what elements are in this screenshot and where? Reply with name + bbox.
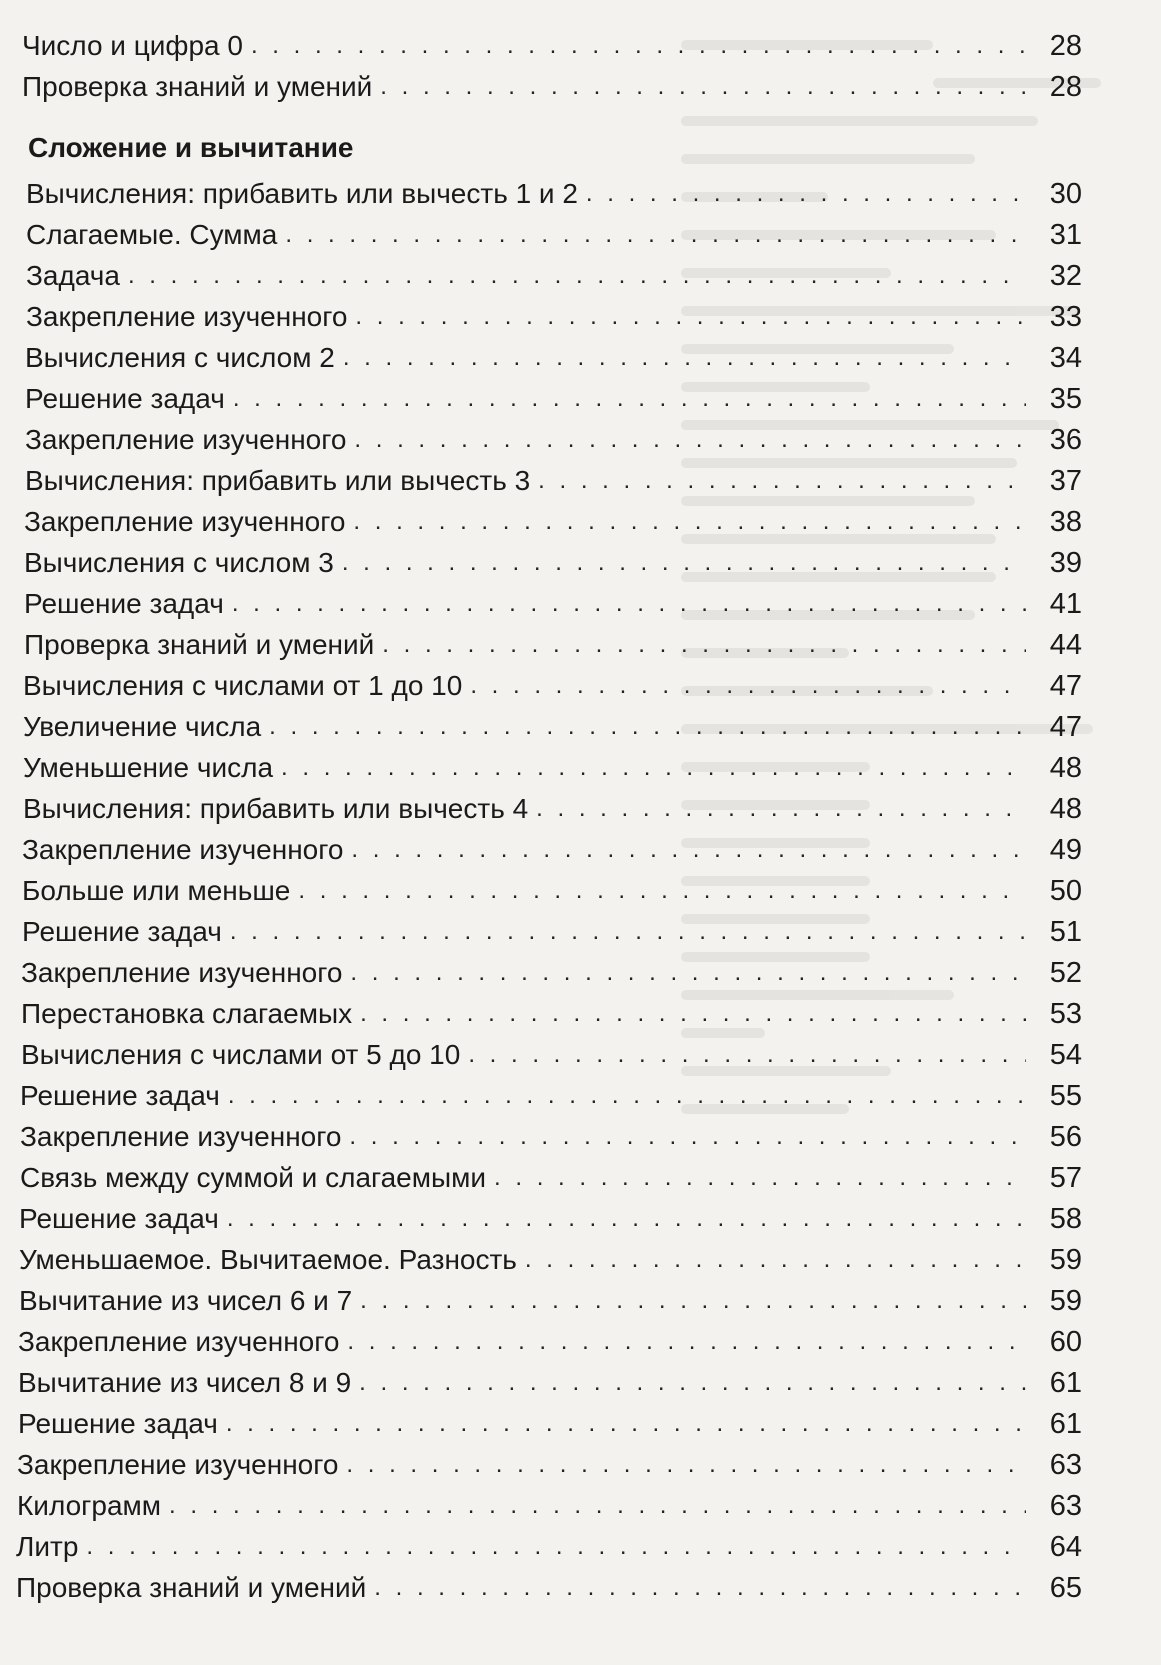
toc-entry-page: 35 (1049, 383, 1082, 415)
dot-leader (343, 343, 1026, 375)
toc-entry-page: 64 (1049, 1531, 1082, 1563)
toc-entry-title: Литр (16, 1531, 79, 1562)
dot-leader (468, 1040, 1026, 1072)
toc-entry-title: Закрепление изученного (26, 301, 348, 332)
dot-leader (298, 876, 1026, 908)
toc-entry-page: 61 (1049, 1408, 1082, 1440)
toc-entry-title: Вычисления с числом 3 (24, 547, 334, 578)
dot-leader (233, 384, 1026, 416)
toc-entry[interactable] (22, 22, 1082, 63)
toc-entry-page: 39 (1049, 547, 1082, 579)
toc-entry[interactable] (22, 908, 1082, 949)
toc-entry-page: 58 (1049, 1203, 1082, 1235)
toc-entry-title: Закрепление изученного (20, 1121, 342, 1152)
toc-entry-page: 59 (1049, 1285, 1082, 1317)
toc-entry-page: 63 (1049, 1490, 1082, 1522)
toc-entry-title: Вычитание из чисел 6 и 7 (19, 1285, 353, 1316)
dot-leader (586, 179, 1026, 211)
toc-entry-page: 37 (1049, 465, 1082, 497)
toc-entry-title: Вычисления с числами от 1 до 10 (23, 670, 463, 701)
dot-leader (374, 1573, 1026, 1605)
toc-entry-page: 53 (1049, 998, 1082, 1030)
toc-entry-page: 47 (1049, 711, 1082, 743)
toc-entry-title: Решение задач (25, 383, 225, 414)
toc-entry-page: 33 (1049, 301, 1082, 333)
dot-leader (86, 1532, 1026, 1564)
toc-entry-title: Уменьшаемое. Вычитаемое. Разность (19, 1244, 517, 1275)
toc-entry[interactable] (23, 703, 1082, 744)
toc-entry-page: 61 (1049, 1367, 1082, 1399)
toc-entry-page: 30 (1049, 178, 1082, 210)
toc-entry[interactable] (19, 1195, 1082, 1236)
section-entries (16, 170, 1082, 1605)
toc-entry-title: Вычисления: прибавить или вычесть 4 (23, 793, 529, 824)
toc-entry-page: 50 (1049, 875, 1082, 907)
toc-entry[interactable] (19, 1236, 1082, 1277)
toc-entry[interactable] (22, 63, 1082, 104)
toc-entry-page: 28 (1049, 71, 1082, 103)
toc-entry-page: 28 (1049, 30, 1082, 62)
toc-entry-title: Закрепление изученного (25, 424, 347, 455)
toc-entry-title: Увеличение числа (23, 711, 262, 742)
toc-entry[interactable] (20, 1072, 1082, 1113)
dot-leader (226, 1409, 1026, 1441)
toc-entry-title: Килограмм (17, 1490, 162, 1521)
toc-entry-title: Перестановка слагаемых (21, 998, 353, 1029)
toc-entry[interactable] (19, 1277, 1082, 1318)
toc-entry-title: Закрепление изученного (24, 506, 346, 537)
toc-entry-page: 55 (1049, 1080, 1082, 1112)
toc-entry[interactable] (22, 867, 1082, 908)
toc-entry[interactable] (26, 293, 1082, 334)
dot-leader (351, 835, 1026, 867)
toc-entry[interactable] (20, 1113, 1082, 1154)
toc-entry-title: Вычисления с числом 2 (25, 342, 335, 373)
dot-leader (470, 671, 1026, 703)
toc-entry[interactable] (24, 539, 1082, 580)
toc-entry-page: 49 (1049, 834, 1082, 866)
toc-entry-title: Закрепление изученного (18, 1326, 340, 1357)
toc-entry[interactable] (17, 1482, 1082, 1523)
toc-entry-page: 36 (1049, 424, 1082, 456)
toc-entry-page: 51 (1049, 916, 1082, 948)
dot-leader (538, 466, 1026, 498)
toc-entry-title: Проверка знаний и умений (24, 629, 375, 660)
table-of-contents (16, 22, 1082, 1605)
toc-entry[interactable] (25, 416, 1082, 457)
dot-leader (128, 261, 1026, 293)
toc-entry-page: 38 (1049, 506, 1082, 538)
toc-entry-title: Число и цифра 0 (22, 30, 243, 61)
dot-leader (359, 1368, 1026, 1400)
toc-entry-title: Закрепление изученного (21, 957, 343, 988)
toc-entry[interactable] (18, 1359, 1082, 1400)
dot-leader (536, 794, 1026, 826)
dot-leader (349, 1122, 1026, 1154)
toc-entry-title: Связь между суммой и слагаемыми (20, 1162, 487, 1193)
toc-entry-page: 65 (1049, 1572, 1082, 1604)
toc-entry-page: 63 (1049, 1449, 1082, 1481)
dot-leader (169, 1491, 1026, 1523)
dot-leader (347, 1327, 1026, 1359)
toc-entry-page: 56 (1049, 1121, 1082, 1153)
toc-entry[interactable] (26, 211, 1082, 252)
toc-entry-title: Уменьшение числа (23, 752, 274, 783)
dot-leader (382, 630, 1026, 662)
dot-leader (269, 712, 1026, 744)
dot-leader (350, 958, 1026, 990)
dot-leader (228, 1081, 1026, 1113)
toc-entry-title: Решение задач (20, 1080, 220, 1111)
toc-entry[interactable] (24, 621, 1082, 662)
toc-entry-title: Слагаемые. Сумма (26, 219, 278, 250)
toc-entry[interactable] (25, 334, 1082, 375)
toc-entry-title: Решение задач (24, 588, 224, 619)
toc-entry-page: 32 (1049, 260, 1082, 292)
toc-entry[interactable] (21, 949, 1082, 990)
toc-entry-title: Вычитание из чисел 8 и 9 (18, 1367, 352, 1398)
toc-entry-title: Проверка знаний и умений (16, 1572, 367, 1603)
toc-entry[interactable] (23, 744, 1082, 785)
dot-leader (230, 917, 1026, 949)
toc-entry[interactable] (26, 252, 1082, 293)
toc-entry[interactable] (16, 1523, 1082, 1564)
toc-entry-page: 54 (1049, 1039, 1082, 1071)
dot-leader (380, 72, 1026, 104)
toc-entry-page: 57 (1049, 1162, 1082, 1194)
dot-leader (494, 1163, 1026, 1195)
toc-entry[interactable] (25, 457, 1082, 498)
toc-entry-page: 34 (1049, 342, 1082, 374)
toc-entry[interactable] (20, 1154, 1082, 1195)
toc-entry[interactable] (18, 1318, 1082, 1359)
toc-entry-page: 47 (1049, 670, 1082, 702)
toc-entry[interactable] (22, 826, 1082, 867)
toc-entry[interactable] (17, 1441, 1082, 1482)
toc-entry-title: Закрепление изученного (22, 834, 344, 865)
dot-leader (227, 1204, 1026, 1236)
toc-entry-page: 52 (1049, 957, 1082, 989)
toc-entry[interactable] (23, 785, 1082, 826)
toc-entry[interactable] (24, 580, 1082, 621)
toc-entry-page: 60 (1049, 1326, 1082, 1358)
dot-leader (342, 548, 1026, 580)
section-heading: Сложение и вычитание (28, 132, 354, 163)
toc-entry-title: Вычисления: прибавить или вычесть 1 и 2 (26, 178, 578, 209)
dot-leader (360, 1286, 1026, 1318)
dot-leader (346, 1450, 1026, 1482)
dot-leader (232, 589, 1026, 621)
dot-leader (251, 31, 1026, 63)
toc-entry-title: Решение задач (18, 1408, 218, 1439)
toc-entry-title: Проверка знаний и умений (22, 71, 373, 102)
toc-entry[interactable] (16, 1564, 1082, 1605)
toc-entry-title: Решение задач (22, 916, 222, 947)
dot-leader (285, 220, 1026, 252)
dot-leader (355, 302, 1026, 334)
dot-leader (525, 1245, 1026, 1277)
toc-entry[interactable] (23, 662, 1082, 703)
toc-entry-page: 31 (1049, 219, 1082, 251)
toc-entry-title: Задача (26, 260, 120, 291)
toc-entry-page: 44 (1049, 629, 1082, 661)
toc-entry-title: Вычисления: прибавить или вычесть 3 (25, 465, 531, 496)
toc-entry-page: 59 (1049, 1244, 1082, 1276)
toc-entry[interactable] (21, 990, 1082, 1031)
toc-entry[interactable] (25, 375, 1082, 416)
toc-entry[interactable] (21, 1031, 1082, 1072)
dot-leader (354, 425, 1026, 457)
toc-entry-title: Решение задач (19, 1203, 219, 1234)
dot-leader (360, 999, 1026, 1031)
toc-entry[interactable] (24, 498, 1082, 539)
toc-entry-page: 41 (1049, 588, 1082, 620)
dot-leader (353, 507, 1026, 539)
dot-leader (281, 753, 1026, 785)
section-gap (22, 104, 1082, 130)
toc-entry[interactable] (18, 1400, 1082, 1441)
toc-entry-page: 48 (1049, 752, 1082, 784)
toc-entry-title: Вычисления с числами от 5 до 10 (21, 1039, 461, 1070)
toc-entry-page: 48 (1049, 793, 1082, 825)
toc-entry-title: Больше или меньше (22, 875, 291, 906)
toc-entry[interactable] (26, 170, 1082, 211)
toc-entry-title: Закрепление изученного (17, 1449, 339, 1480)
